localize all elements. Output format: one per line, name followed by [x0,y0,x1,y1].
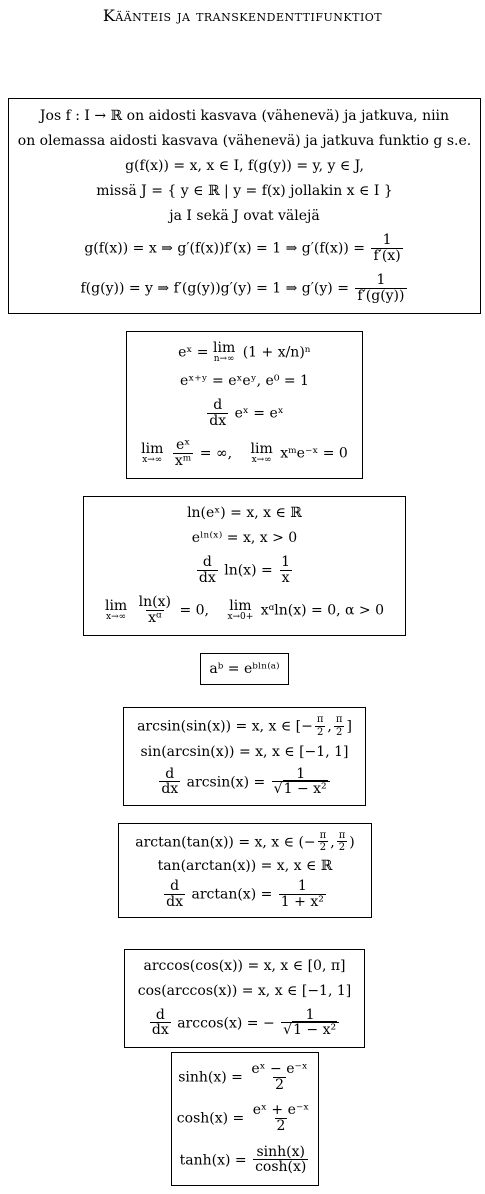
arccos-box [124,949,365,1048]
lim-subscript: x→0+ [227,612,254,623]
fraction-numerator: 1 [296,765,306,782]
sinh-definition [178,1062,312,1093]
ln-of-exp: ln(eˣ) = x, x ∈ ℝ [187,505,302,522]
arctan-derivative-fraction [279,879,326,910]
lim-subscript: n→∞ [213,353,235,364]
exp-rhs: (1 + x/n)ⁿ [242,344,311,361]
exp-derivative-rhs: eˣ = eˣ [234,405,284,422]
cosh-lhs: cosh(x) = [176,1110,245,1127]
fraction-numerator: 1 [376,272,386,289]
inverse-derivative-2 [81,273,409,304]
arcsin-of-sin-lhs: arcsin(sin(x)) = x, x ∈ [− [137,718,313,735]
arctan-of-tan [135,831,354,854]
fraction-numerator: d [213,397,223,414]
fraction-denominator: 2 [335,726,343,738]
sin-of-arcsin: sin(arcsin(x)) = x, x ∈ [−1, 1] [140,744,349,761]
ln-limits [105,595,384,626]
power-box [200,653,289,685]
fraction-numerator: 1 [305,1006,315,1023]
fraction-denominator: dx [166,894,184,911]
arctan-derivative [162,879,328,910]
pi-half-fraction [334,715,345,738]
ln-limit-mid: = 0, [179,602,209,619]
fraction-denominator: 1 + x² [280,894,324,911]
interval-comma: , [330,833,335,850]
arccos-derivative [148,1008,341,1039]
fraction-denominator: 2 [316,726,324,738]
derivative-operator [197,555,218,586]
fraction-denominator: xᵅ [148,610,162,627]
arcsin-derivative-mid: arcsin(x) = [186,774,266,791]
interval-end: ] [346,718,352,735]
limit-operator [227,599,253,622]
cos-of-arccos: cos(arccos(x)) = x, x ∈ [−1, 1] [137,982,352,999]
fraction-denominator: cosh(x) [255,1159,307,1176]
limit-operator [105,599,127,622]
lim-word: lim [104,598,128,615]
arctan-of-tan-lhs: arctan(tan(x)) = x, x ∈ (− [135,833,316,850]
fraction-numerator: eˣ + e⁻ˣ [252,1102,310,1119]
derivative-operator [159,767,180,798]
fraction-denominator: √1 − x² [272,781,330,797]
fraction-numerator: eˣ [175,437,191,454]
page-title: Käänteis ja transkendenttifunktiot [102,6,383,25]
fraction-denominator: dx [161,781,179,798]
exp-product-rule: eˣ⁺ʸ = eˣeʸ, e⁰ = 1 [180,372,309,389]
derivative-operator [150,1008,171,1039]
fraction-numerator: d [202,554,212,571]
interval-comma: , [327,718,332,735]
fraction-numerator: π [319,829,327,841]
fraction-numerator: 1 [297,878,307,895]
fraction-numerator: d [155,1006,165,1023]
limit-operator [251,442,273,465]
fraction-denominator: f′(g(y)) [357,288,405,305]
ln-derivative [195,555,294,586]
arctan-box [118,823,372,918]
power-identity: aᵇ = eᵇˡⁿ⁽ᵃ⁾ [209,660,280,677]
fraction-denominator: 2 [275,1076,285,1093]
fraction-numerator: π [316,714,324,726]
lim-subscript: x→∞ [142,455,163,466]
fraction-denominator: 2 [276,1118,286,1135]
pi-half-fraction [318,831,329,854]
fraction-numerator: d [170,878,180,895]
sinh-lhs: sinh(x) = [178,1069,243,1086]
fraction-numerator: π [338,829,346,841]
lim-word: lim [141,441,164,458]
inverse-line-5: ja I sekä J ovat välejä [169,208,320,225]
arccos-derivative-fraction [281,1008,339,1039]
inverse-line-2: on olemassa aidosti kasvava (vähenevä) ja jatkuva funktio g s.e. [17,132,472,149]
exp-lhs: eˣ = [178,344,209,361]
fraction-denominator: dx [209,412,227,429]
arctan-derivative-mid: arctan(x) = [191,886,273,903]
logarithm-box [83,496,406,636]
inverse-derivative-2-fraction [355,273,406,304]
sinh-fraction [249,1062,309,1093]
derivative-operator [207,398,228,429]
fraction-numerator: sinh(x) [256,1143,305,1160]
arcsin-box [123,707,366,806]
fraction-denominator: x [281,570,290,587]
ln-derivative-fraction [279,555,292,586]
arcsin-of-sin [137,715,352,738]
fraction-denominator: 2 [319,842,327,854]
inverse-line-4: missä J = { y ∈ ℝ | y = f(x) jollakin x ∈ I } [96,182,393,199]
pi-half-fraction [315,715,326,738]
inverse-line-1: Jos f : I → ℝ on aidosti kasvava (vähenevä) ja jatkuva, niin [39,107,450,124]
ln-derivative-mid: ln(x) = [224,562,273,579]
lim-subscript: x→∞ [251,455,272,466]
exp-derivative [205,398,283,429]
derivative-operator [164,879,185,910]
radicand: 1 − x² [293,1022,337,1039]
lim-word: lim [213,339,236,356]
fraction-denominator: dx [151,1022,169,1039]
tanh-definition [180,1145,311,1176]
inverse-function-box [8,98,481,314]
arccos-derivative-mid: arccos(x) = − [177,1015,275,1032]
fraction-numerator: π [335,714,343,726]
fraction-numerator: d [165,765,175,782]
inverse-derivative-1 [84,233,404,264]
ln-growth-fraction [137,595,173,626]
fraction-denominator: 2 [338,842,346,854]
lim-subscript: x→∞ [106,612,127,623]
fraction-denominator: xᵐ [174,453,192,470]
exponential-box [126,331,363,479]
cosh-fraction [251,1103,311,1134]
exp-of-ln: eˡⁿ⁽ˣ⁾ = x, x > 0 [191,530,298,547]
exp-limit-definition [178,341,311,364]
cosh-definition [177,1103,313,1134]
fraction-numerator: 1 [382,232,392,249]
arccos-of-cos: arccos(cos(x)) = x, x ∈ [0, π] [143,958,346,975]
ln-limit-rhs: xᵅln(x) = 0, α > 0 [260,602,385,619]
lim-word: lim [229,598,252,615]
limit-operator [213,341,235,364]
fraction-denominator: f′(x) [373,247,401,264]
fraction-numerator: eˣ − e⁻ˣ [251,1061,308,1078]
exp-limits [141,438,348,469]
limit-operator [141,442,163,465]
arcsin-derivative-fraction [272,767,330,798]
inverse-derivative-2-lhs: f(g(y)) = y ⇒ f′(g(y))g′(y) = 1 ⇒ g′(y) = [80,280,349,297]
fraction-numerator: ln(x) [138,594,171,611]
tan-of-arctan: tan(arctan(x)) = x, x ∈ ℝ [157,858,333,875]
exp-limit-rhs: xᵐe⁻ˣ = 0 [280,445,348,462]
fraction-numerator: 1 [281,554,291,571]
tanh-lhs: tanh(x) = [179,1152,247,1169]
hyperbolic-box [171,1052,319,1186]
inverse-derivative-1-fraction [371,233,402,264]
lim-word: lim [250,441,273,458]
tanh-fraction [253,1145,308,1176]
fraction-denominator: √1 − x² [281,1022,339,1038]
inverse-line-3: g(f(x)) = x, x ∈ I, f(g(y)) = y, y ∈ J, [125,157,364,174]
arcsin-derivative [157,767,331,798]
inverse-derivative-1-lhs: g(f(x)) = x ⇒ g′(f(x))f′(x) = 1 ⇒ g′(f(x)) = [84,240,366,257]
exp-limit-mid: = ∞, [199,445,233,462]
interval-end: ) [349,833,355,850]
pi-half-fraction [337,831,348,854]
exp-growth-fraction [173,438,193,469]
fraction-denominator: dx [198,570,216,587]
radicand: 1 − x² [283,781,327,798]
